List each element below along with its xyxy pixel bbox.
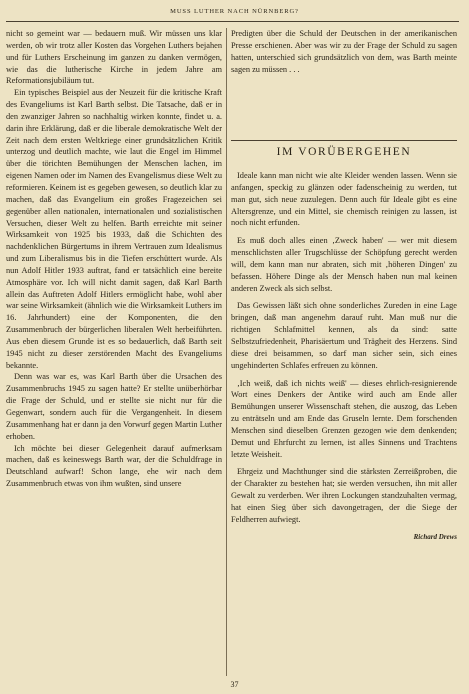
running-head: MUSS LUTHER NACH NÜRNBERG? <box>170 8 299 15</box>
essay-paragraph-4: ‚Ich weiß, daß ich nichts weiß' — dieses ehrlich-resignierende Wort eines Denkers der Antike wird auch am Ende aller Bemühungen unserer Wissenschaft stehen, die auszog, das Leben zu enträtseln und am Ende das Gruseln lernte. Dem forschenden Menschen sind dieselben Grenzen gezogen wie dem denkenden; Demut und Ehrfurcht zu lernen, ist alles Sinnens und Trachtens letzte Weisheit. <box>231 378 457 459</box>
essay-paragraph-1: Ideale kann man nicht wie alte Kleider wenden lassen. Wenn sie anfangen, speckig zu glänzen oder fadenscheinig zu werden, tut man gut, sich neue zuzulegen. Denn auch für Ideale gibt es eine Altersgrenze, und ein Mittel, sie chemisch reinigen zu lassen, ist noch nicht erfunden. <box>231 171 457 228</box>
essay-body <box>231 170 457 543</box>
left-paragraph-3: Denn was war es, was Karl Barth über die Ursachen des Zusammenbruchs 1945 zu sagen hatte? Er stellte unüberhörbar die Frage der Schuld, und er stellte sie nicht nur für die Gegenwart, sondern auch für die Vergangenheit. In diesem Zusammenhang hat er dann ja den Vorwurf gegen Martin Luther erhoben. <box>6 372 222 441</box>
section-rule <box>231 140 457 141</box>
header-rule <box>6 21 459 22</box>
essay-author: Richard Drews <box>413 532 457 541</box>
left-column <box>6 28 222 490</box>
page-number: 37 <box>230 680 239 689</box>
left-paragraph-2: Ein typisches Beispiel aus der Neuzeit für die kritische Kraft des Evangeliums ist Karl Barth selbst. Die Tatsache, daß er in den zwanziger Jahren so nachhaltig wirken konnte, findet u. a. darin ihre Erklärung, daß er die liberale demokratische Welt der Zeit nach dem ersten Weltkriege einer grundsätzlichen Kritik unterzog und deutlich machte, wie laut die Engel im Himmel über die törichten Bemühungen der Menschen lachen, im eigenen Namen oder im Namen des Evangelismus diese Welt zu reformieren. Keinem ist es gegeben gewesen, so deutlich klar zu machen, daß das Evangelium ein großes Fragezeichen sei gegenüber allen nationalen, internationalen und sozialistischen Versuchen, dieser Welt zu helfen. Barth erreichte mit seiner Wirksamkeit von 1925 bis 1933, daß die Schichten des nachdenklichen Bürgertums in ihrem Vertrauen zum Idealismus und zum Liberalismus bis in die Tiefen erschüttert wurde. Als nun Adolf Hitler 1933 auftrat, fand er tatsächlich eine bereite Atmosphäre vor. Ich will nicht damit sagen, daß Karl Barth allein das Auftreten Adolf Hitlers ermöglicht habe, wohl aber war seine Wirksamkeit (ähnlich wie die Wirksamkeit Luthers im 16. Jahrhundert) eine der Komponenten, die den Zusammenbruch der bürgerlichen liberalen Welt herbeiführten. Aus eben diesem Grunde ist es so bedauerlich, daß Barth seit 1945 nicht zu dieser zerstörenden Macht des Evangeliums bekannte. <box>6 88 222 370</box>
essay-paragraph-2: Es muß doch alles einen ‚Zweck haben' — wer mit diesem menschlichsten aller Trugschlüsse der Schöpfung gerecht werden will, dem kann man nur abraten, sich mit ‚höheren Dingen' zu befassen. Höhere Dinge als der Mensch haben nun mal keinen anderen Zweck als sich selbst. <box>231 236 457 293</box>
right-paragraph-continued: Predigten über die Schuld der Deutschen in der amerikanischen Presse erschienen. Aber was wir zu der Frage der Schuld zu sagen hatten, unterschied sich grundsätzlich von dem, was Barth meinte sagen zu müssen . . . <box>231 29 457 74</box>
essay-title: IM VORÜBERGEHEN <box>276 146 412 158</box>
essay-paragraph-5: Ehrgeiz und Machthunger sind die stärksten Zerreißproben, die der Charakter zu bestehen hat; sie werden versuchen, ihn mit aller Gewalt zu verderben. Wer ihren Lockungen standzuhalten vermag, hat einen Sieg über sich davongetragen, der die Siege der Feldherren aufwiegt. <box>231 467 457 524</box>
right-column-top <box>231 28 457 75</box>
left-paragraph-4: Ich möchte bei dieser Gelegenheit darauf aufmerksam machen, daß es keineswegs Barth war, der die Schuldfrage in Deutschland aufwarf! Schon lange, ehe wir nach dem Zusammenbruch etwas von ihm wußten, sind unsere <box>6 443 222 489</box>
left-paragraph-1: nicht so gemeint war — bedauern muß. Wir müssen uns klar werden, ob wir trotz aller Kosten das Vorgehen Luthers bejahen und für Luthers Erscheinung im ganzen zu danken vermögen, wie das die lutherische Kirche in jedem Jahre am Reformationsjubiläum tut. <box>6 29 222 86</box>
column-divider <box>226 28 227 676</box>
essay-paragraph-3: Das Gewissen läßt sich ohne sonderliches Zureden in eine Lage bringen, daß man angenehm darauf ruht. Man muß nur die richtigen Schlafmittel kennen, als da sind: satte Selbstzufriedenheit, Pharisäertum und Trägheit des Herzens. Sind diese drei beisammen, so darf man sicher sein, sich eines ungehinderten Schlafes erfreuen zu können. <box>231 301 457 370</box>
